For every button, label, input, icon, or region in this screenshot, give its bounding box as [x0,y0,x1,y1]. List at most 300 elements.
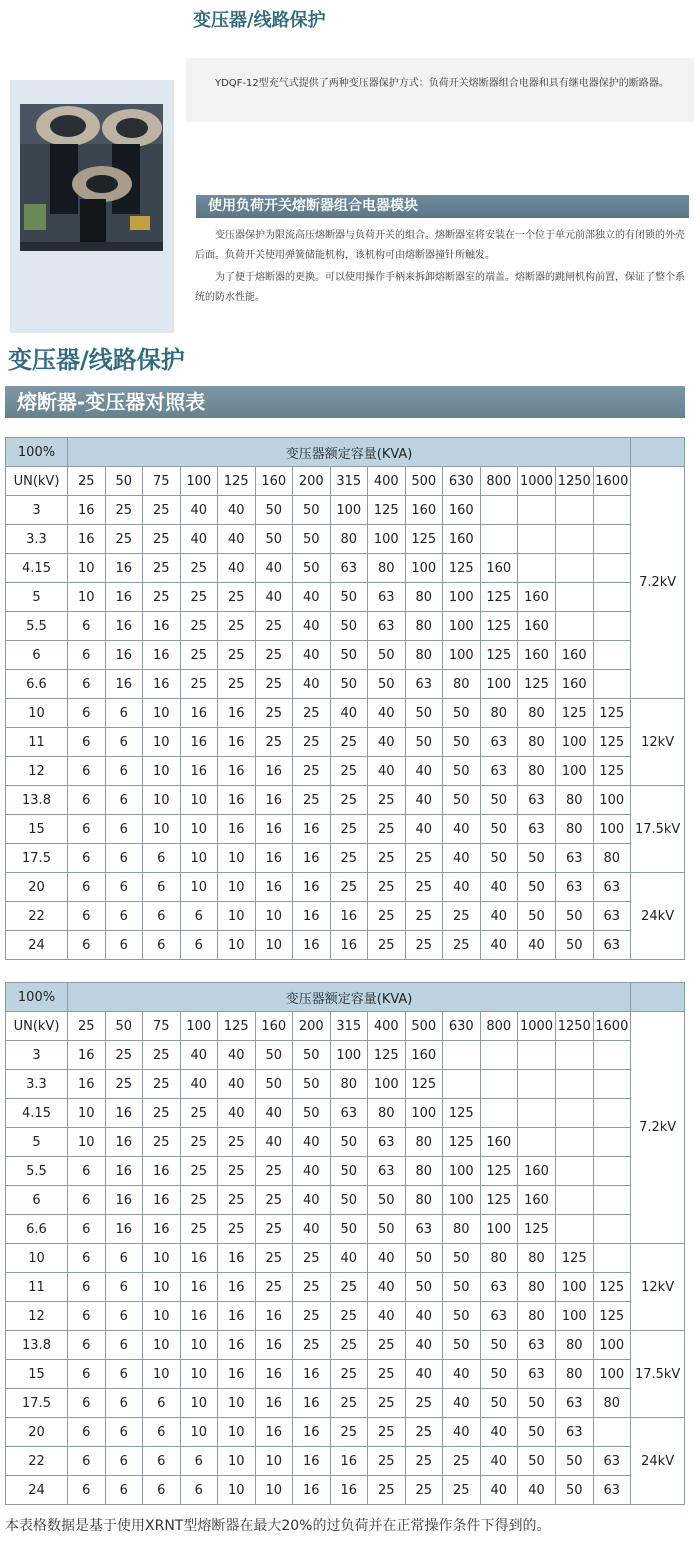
fuse-rating-cell: 6 [68,670,106,699]
fuse-rating-cell: 160 [443,496,481,525]
fuse-rating-cell: 50 [255,525,293,554]
un-cell: 24 [6,931,68,960]
fuse-rating-cell: 125 [480,1157,518,1186]
kva-cell: 500 [405,467,443,496]
fuse-rating-cell: 40 [405,1302,443,1331]
voltage-class-cell: 12kV [631,1244,685,1331]
fuse-rating-cell: 100 [368,525,406,554]
fuse-rating-cell: 6 [105,873,143,902]
fuse-rating-cell: 6 [105,1418,143,1447]
fuse-rating-cell: 10 [180,1331,218,1360]
fuse-rating-cell: 50 [443,1244,481,1273]
fuse-rating-cell: 40 [368,699,406,728]
table-row [6,902,685,931]
un-cell: 3 [6,1041,68,1070]
fuse-rating-cell: 6 [105,1360,143,1389]
un-cell: 4.15 [6,1099,68,1128]
fuse-rating-cell: 25 [218,641,256,670]
kva-cell: 75 [143,467,181,496]
switchgear-illustration [20,104,163,251]
fuse-rating-cell: 10 [180,786,218,815]
fuse-rating-cell: 16 [293,902,331,931]
fuse-rating-cell: 25 [293,1244,331,1273]
fuse-rating-cell: 6 [105,902,143,931]
table-row [6,554,685,583]
fuse-rating-cell: 25 [330,1331,368,1360]
fuse-rating-cell [593,1041,631,1070]
fuse-rating-cell: 6 [68,699,106,728]
fuse-rating-cell: 16 [218,1244,256,1273]
fuse-rating-cell: 16 [180,1302,218,1331]
fuse-rating-cell: 40 [330,1244,368,1273]
fuse-rating-cell: 16 [143,670,181,699]
fuse-rating-cell: 6 [105,1244,143,1273]
fuse-rating-cell: 50 [443,1302,481,1331]
fuse-rating-cell: 100 [330,1041,368,1070]
fuse-rating-cell: 6 [68,1244,106,1273]
fuse-rating-cell: 6 [68,844,106,873]
un-cell: 20 [6,873,68,902]
fuse-rating-cell: 50 [293,1041,331,1070]
fuse-rating-cell: 160 [480,554,518,583]
fuse-rating-cell: 25 [330,1389,368,1418]
fuse-rating-cell: 25 [255,612,293,641]
fuse-rating-cell: 6 [105,699,143,728]
fuse-rating-cell: 25 [143,583,181,612]
un-cell: 5 [6,583,68,612]
fuse-rating-cell: 100 [593,1331,631,1360]
fuse-rating-cell: 16 [105,1099,143,1128]
fuse-transformer-table-1 [5,437,685,960]
fuse-rating-cell [556,554,594,583]
fuse-rating-cell: 16 [330,1447,368,1476]
fuse-rating-cell: 16 [218,1360,256,1389]
fuse-rating-cell: 50 [443,1331,481,1360]
un-cell: 3.3 [6,1070,68,1099]
fuse-rating-cell: 50 [405,699,443,728]
fuse-rating-cell: 63 [518,1360,556,1389]
un-cell: 5.5 [6,1157,68,1186]
fuse-rating-cell: 6 [68,641,106,670]
fuse-rating-cell: 25 [405,1447,443,1476]
fuse-rating-cell: 125 [368,1041,406,1070]
fuse-rating-cell: 80 [405,583,443,612]
fuse-rating-cell: 50 [405,728,443,757]
fuse-rating-cell: 6 [68,873,106,902]
fuse-transformer-table-2 [5,982,685,1505]
fuse-rating-cell: 25 [443,1476,481,1505]
fuse-rating-cell: 25 [330,1273,368,1302]
table-heading: 熔断器-变压器对照表 [5,386,685,418]
switchgear-photo [20,104,163,251]
fuse-rating-cell: 6 [68,1273,106,1302]
fuse-rating-cell [593,583,631,612]
fuse-rating-cell: 40 [443,1418,481,1447]
fuse-rating-cell: 25 [368,931,406,960]
fuse-rating-cell: 125 [405,1070,443,1099]
fuse-rating-cell: 10 [218,1447,256,1476]
fuse-rating-cell: 40 [218,496,256,525]
fuse-rating-cell: 125 [443,1128,481,1157]
un-cell: 12 [6,757,68,786]
fuse-rating-cell: 6 [143,931,181,960]
fuse-rating-cell: 25 [255,1186,293,1215]
fuse-rating-cell: 6 [105,1331,143,1360]
fuse-rating-cell: 6 [143,844,181,873]
fuse-rating-cell: 16 [143,1186,181,1215]
module-paragraph-1: 变压器保护为限流高压熔断器与负荷开关的组合。熔断器室将安装在一个位于单元前部独立的有闭锁的外壳后面。负荷开关使用弹簧储能机构，该机构可由熔断器撞针所触发。 [195,230,685,261]
fuse-rating-cell: 25 [105,525,143,554]
fuse-rating-cell: 25 [293,1273,331,1302]
voltage-class-cell: 7.2kV [631,467,685,699]
fuse-rating-cell: 16 [330,1476,368,1505]
fuse-rating-cell: 100 [593,786,631,815]
fuse-rating-cell: 50 [293,525,331,554]
kva-cell: 125 [218,467,256,496]
fuse-rating-cell [556,1041,594,1070]
fuse-rating-cell: 16 [218,1273,256,1302]
intro-text: YDQF-12型充气式提供了两种变压器保护方式：负荷开关熔断器组合电器和具有继电器保护的断路器。 [215,78,669,89]
kva-cell: 630 [443,1012,481,1041]
table-row [6,1360,685,1389]
fuse-rating-cell: 40 [255,554,293,583]
fuse-rating-cell: 80 [405,641,443,670]
fuse-rating-cell: 125 [593,1273,631,1302]
table-row [6,1215,685,1244]
kva-cell: 75 [143,1012,181,1041]
fuse-rating-cell: 16 [255,1389,293,1418]
fuse-rating-cell: 6 [68,1302,106,1331]
fuse-rating-cell: 25 [330,728,368,757]
fuse-rating-cell: 25 [180,1128,218,1157]
fuse-rating-cell: 160 [480,1128,518,1157]
fuse-rating-cell: 16 [105,1186,143,1215]
fuse-rating-cell: 25 [255,1244,293,1273]
fuse-rating-cell: 50 [255,1070,293,1099]
table-row [6,1244,685,1273]
fuse-rating-cell: 160 [518,583,556,612]
fuse-rating-cell: 6 [105,1447,143,1476]
fuse-rating-cell: 80 [405,1186,443,1215]
kva-cell: 400 [368,467,406,496]
fuse-rating-cell: 6 [68,1186,106,1215]
fuse-rating-cell: 25 [218,612,256,641]
fuse-rating-cell: 6 [68,757,106,786]
fuse-rating-cell: 63 [593,1476,631,1505]
fuse-rating-cell: 16 [218,786,256,815]
fuse-rating-cell: 16 [180,699,218,728]
fuse-rating-cell: 40 [218,554,256,583]
capacity-header: 变压器额定容量(KVA) [68,983,631,1012]
fuse-rating-cell: 50 [556,1447,594,1476]
page-title: 变压器/线路保护 [8,346,185,374]
fuse-rating-cell: 50 [556,902,594,931]
fuse-rating-cell: 50 [480,844,518,873]
fuse-rating-cell: 25 [255,1157,293,1186]
fuse-rating-cell [518,525,556,554]
fuse-rating-cell: 16 [330,931,368,960]
fuse-rating-cell: 6 [180,1447,218,1476]
fuse-rating-cell: 50 [556,931,594,960]
un-label-cell: UN(kV) [6,467,68,496]
fuse-rating-cell: 16 [255,1418,293,1447]
fuse-rating-cell: 10 [255,902,293,931]
kva-cell: 1600 [593,467,631,496]
table-row [6,612,685,641]
fuse-rating-cell: 50 [330,641,368,670]
fuse-rating-cell: 10 [143,786,181,815]
fuse-rating-cell: 25 [368,902,406,931]
fuse-rating-cell [518,1041,556,1070]
un-cell: 22 [6,902,68,931]
fuse-rating-cell: 40 [255,1099,293,1128]
fuse-rating-cell: 160 [518,1157,556,1186]
fuse-rating-cell: 80 [443,1215,481,1244]
fuse-rating-cell: 80 [556,815,594,844]
fuse-rating-cell: 25 [368,1360,406,1389]
table-row [6,1331,685,1360]
kva-cell: 200 [293,467,331,496]
un-cell: 6.6 [6,670,68,699]
fuse-rating-cell: 6 [143,1418,181,1447]
fuse-rating-cell: 25 [180,1157,218,1186]
kva-cell: 200 [293,1012,331,1041]
section-title-top: 变压器/线路保护 [193,10,326,31]
fuse-rating-cell: 63 [593,1447,631,1476]
fuse-rating-cell: 25 [105,1041,143,1070]
fuse-rating-cell: 25 [180,583,218,612]
fuse-rating-cell: 16 [255,1331,293,1360]
fuse-rating-cell: 16 [68,1041,106,1070]
fuse-rating-cell: 25 [293,1331,331,1360]
fuse-rating-cell: 16 [218,1331,256,1360]
table-row [6,844,685,873]
fuse-rating-cell: 50 [405,1273,443,1302]
fuse-rating-cell: 80 [405,1157,443,1186]
fuse-rating-cell: 16 [105,1215,143,1244]
fuse-rating-cell: 25 [105,1070,143,1099]
fuse-rating-cell [556,1070,594,1099]
fuse-rating-cell: 125 [556,699,594,728]
fuse-rating-cell: 40 [405,1360,443,1389]
fuse-rating-cell: 50 [480,786,518,815]
table-row [6,931,685,960]
fuse-rating-cell: 63 [405,670,443,699]
fuse-rating-cell: 25 [405,844,443,873]
fuse-rating-cell [556,1128,594,1157]
header-row [6,438,685,467]
fuse-rating-cell: 6 [180,1476,218,1505]
fuse-rating-cell: 25 [218,1215,256,1244]
fuse-rating-cell: 10 [180,1360,218,1389]
fuse-rating-cell: 25 [330,873,368,902]
fuse-rating-cell: 40 [480,902,518,931]
fuse-rating-cell: 16 [293,1389,331,1418]
fuse-rating-cell: 25 [218,583,256,612]
fuse-rating-cell: 6 [68,1157,106,1186]
fuse-rating-cell [593,1186,631,1215]
fuse-rating-cell: 25 [180,1099,218,1128]
fuse-rating-cell: 10 [255,931,293,960]
fuse-rating-cell: 40 [293,641,331,670]
fuse-rating-cell [556,525,594,554]
table-row [6,1447,685,1476]
fuse-rating-cell [593,1215,631,1244]
fuse-rating-cell: 10 [180,873,218,902]
fuse-rating-cell: 63 [368,583,406,612]
fuse-rating-cell: 40 [443,873,481,902]
fuse-rating-cell: 16 [218,757,256,786]
fuse-rating-cell: 16 [255,873,293,902]
fuse-rating-cell: 6 [143,1389,181,1418]
fuse-rating-cell: 10 [180,815,218,844]
fuse-rating-cell: 160 [405,496,443,525]
fuse-rating-cell: 63 [330,554,368,583]
fuse-rating-cell: 125 [480,583,518,612]
fuse-rating-cell: 10 [68,1128,106,1157]
fuse-rating-cell: 50 [518,1389,556,1418]
fuse-rating-cell: 50 [480,1360,518,1389]
fuse-rating-cell: 16 [255,1302,293,1331]
fuse-rating-cell: 10 [143,699,181,728]
un-cell: 4.15 [6,554,68,583]
fuse-rating-cell: 10 [143,728,181,757]
fuse-rating-cell: 40 [218,1099,256,1128]
fuse-rating-cell [593,525,631,554]
fuse-rating-cell [556,612,594,641]
un-cell: 11 [6,728,68,757]
fuse-rating-cell [480,525,518,554]
fuse-rating-cell [518,1070,556,1099]
fuse-rating-cell: 6 [180,902,218,931]
fuse-rating-cell: 6 [143,902,181,931]
fuse-rating-cell: 16 [180,1273,218,1302]
fuse-rating-cell: 25 [330,1360,368,1389]
fuse-rating-cell: 40 [480,931,518,960]
fuse-rating-cell: 6 [105,1273,143,1302]
fuse-rating-cell [593,496,631,525]
table-row [6,1476,685,1505]
fuse-rating-cell: 6 [68,1418,106,1447]
kva-row [6,1012,685,1041]
fuse-rating-cell: 6 [180,931,218,960]
fuse-rating-cell: 80 [330,1070,368,1099]
fuse-rating-cell: 100 [330,496,368,525]
fuse-rating-cell: 40 [293,670,331,699]
kva-cell: 630 [443,467,481,496]
fuse-rating-cell: 16 [218,699,256,728]
fuse-rating-cell: 50 [330,1157,368,1186]
fuse-rating-cell [593,1244,631,1273]
fuse-rating-cell: 25 [143,1099,181,1128]
table-row [6,1389,685,1418]
fuse-rating-cell: 40 [368,728,406,757]
fuse-rating-cell: 63 [556,844,594,873]
fuse-rating-cell: 10 [218,1389,256,1418]
fuse-rating-cell: 80 [518,757,556,786]
fuse-rating-cell: 6 [68,612,106,641]
fuse-rating-cell: 6 [68,1389,106,1418]
fuse-rating-cell: 16 [105,554,143,583]
table-row [6,1070,685,1099]
fuse-rating-cell: 100 [443,641,481,670]
fuse-rating-cell: 63 [556,1389,594,1418]
fuse-rating-cell: 40 [480,873,518,902]
un-cell: 5 [6,1128,68,1157]
fuse-rating-cell: 40 [443,815,481,844]
fuse-rating-cell [593,1070,631,1099]
fuse-rating-cell: 10 [68,554,106,583]
fuse-rating-cell: 63 [556,1418,594,1447]
fuse-rating-cell: 10 [143,815,181,844]
un-cell: 6 [6,1186,68,1215]
fuse-rating-cell: 40 [293,1215,331,1244]
fuse-rating-cell: 80 [405,612,443,641]
fuse-rating-cell: 10 [68,583,106,612]
fuse-rating-cell: 50 [518,1418,556,1447]
fuse-rating-cell: 25 [330,815,368,844]
fuse-rating-cell: 50 [368,641,406,670]
fuse-rating-cell [556,496,594,525]
fuse-rating-cell: 10 [143,1273,181,1302]
fuse-rating-cell: 6 [105,844,143,873]
fuse-rating-cell: 16 [105,612,143,641]
fuse-rating-cell: 50 [255,1041,293,1070]
fuse-rating-cell: 10 [218,931,256,960]
fuse-rating-cell: 16 [180,1244,218,1273]
fuse-rating-cell: 100 [556,1302,594,1331]
fuse-rating-cell: 16 [180,728,218,757]
fuse-rating-cell: 25 [330,786,368,815]
fuse-rating-cell: 10 [255,1447,293,1476]
un-cell: 17.5 [6,844,68,873]
fuse-rating-cell: 25 [330,757,368,786]
fuse-rating-cell: 16 [68,496,106,525]
fuse-rating-cell: 50 [368,1186,406,1215]
fuse-rating-cell: 16 [293,1418,331,1447]
fuse-rating-cell: 50 [443,757,481,786]
fuse-rating-cell: 10 [180,1389,218,1418]
fuse-rating-cell: 16 [105,641,143,670]
fuse-rating-cell: 25 [180,612,218,641]
fuse-rating-cell: 25 [255,641,293,670]
fuse-rating-cell: 25 [405,902,443,931]
voltage-class-cell: 17.5kV [631,1331,685,1418]
fuse-rating-cell: 125 [518,1215,556,1244]
fuse-rating-cell: 25 [405,931,443,960]
fuse-rating-cell: 25 [255,728,293,757]
fuse-rating-cell: 16 [255,844,293,873]
fuse-rating-cell: 160 [518,612,556,641]
fuse-rating-cell: 125 [368,496,406,525]
fuse-rating-cell: 100 [443,1186,481,1215]
fuse-rating-cell: 6 [68,728,106,757]
fuse-rating-cell: 6 [105,1389,143,1418]
fuse-rating-cell: 16 [218,815,256,844]
kva-cell: 315 [330,467,368,496]
un-cell: 20 [6,1418,68,1447]
kva-cell: 50 [105,1012,143,1041]
fuse-rating-cell: 50 [480,1389,518,1418]
fuse-rating-cell: 25 [143,554,181,583]
fuse-rating-cell: 6 [105,728,143,757]
kva-cell: 50 [105,467,143,496]
fuse-rating-cell: 25 [405,1476,443,1505]
fuse-rating-cell [480,1041,518,1070]
fuse-rating-cell: 80 [480,1244,518,1273]
fuse-rating-cell: 25 [368,844,406,873]
un-cell: 22 [6,1447,68,1476]
